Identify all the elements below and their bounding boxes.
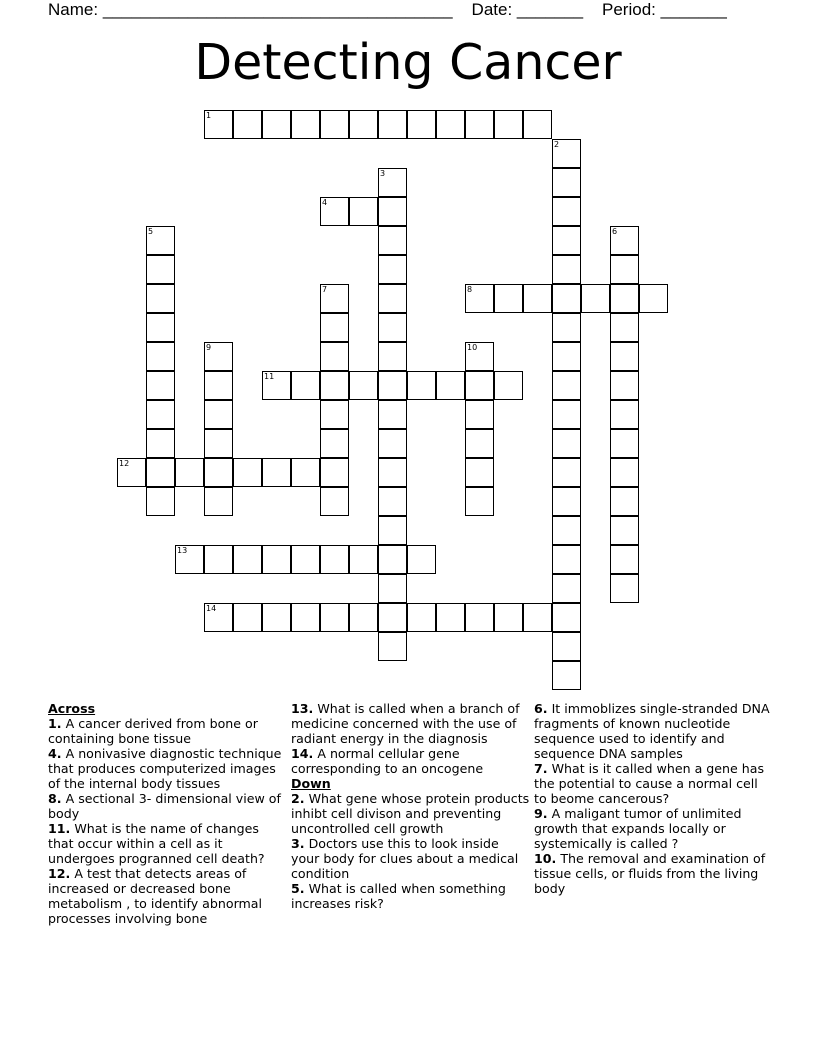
clue-item — [291, 881, 531, 911]
crossword-cell[interactable] — [494, 603, 523, 632]
crossword-cell[interactable] — [610, 255, 639, 284]
crossword-cell[interactable] — [407, 603, 436, 632]
clue-text: Doctors use this to look inside your body for clues about a medical condition — [291, 836, 519, 881]
crossword-cell[interactable] — [233, 545, 262, 574]
crossword-cell[interactable] — [552, 197, 581, 226]
student-info-header — [48, 0, 727, 20]
crossword-cell[interactable] — [378, 487, 407, 516]
clues-column-3 — [534, 701, 774, 896]
clue-number: 5 — [148, 227, 154, 236]
crossword-cell[interactable] — [552, 255, 581, 284]
crossword-cell[interactable] — [378, 458, 407, 487]
crossword-cell[interactable] — [378, 226, 407, 255]
crossword-cell[interactable] — [320, 110, 349, 139]
crossword-cell[interactable] — [378, 400, 407, 429]
crossword-cell[interactable] — [465, 603, 494, 632]
crossword-cell[interactable] — [378, 429, 407, 458]
crossword-cell[interactable] — [349, 545, 378, 574]
crossword-cell[interactable] — [204, 371, 233, 400]
clue-text: A nonivasive diagnostic technique that produces computerized images of the internal body tissues — [48, 746, 282, 791]
clue-number: 4 — [322, 198, 328, 207]
clues-column-1 — [48, 701, 288, 926]
clue-item — [534, 761, 774, 806]
clue-number: 9. — [534, 806, 548, 821]
period-field[interactable]: _______ — [660, 0, 727, 19]
clue-text: The removal and examination of tissue cells, or fluids from the living body — [534, 851, 766, 896]
clue-number: 14 — [206, 604, 217, 613]
crossword-cell[interactable] — [320, 429, 349, 458]
name-label: Name: — [48, 0, 99, 19]
crossword-cell[interactable] — [349, 197, 378, 226]
crossword-cell[interactable] — [175, 545, 204, 574]
crossword-cell[interactable] — [465, 342, 494, 371]
crossword-cell[interactable] — [146, 342, 175, 371]
clue-text: A maligant tumor of unlimited growth that expands locally or systemically is called ? — [534, 806, 742, 851]
date-field[interactable]: _______ — [516, 0, 584, 19]
clue-number: 7. — [534, 761, 548, 776]
crossword-cell[interactable] — [378, 284, 407, 313]
crossword-cell[interactable] — [552, 661, 581, 690]
clues-column-2 — [291, 701, 531, 911]
clue-number: 3. — [291, 836, 305, 851]
clue-number: 11 — [264, 372, 275, 381]
crossword-cell[interactable] — [465, 400, 494, 429]
crossword-cell[interactable] — [552, 603, 581, 632]
crossword-cell[interactable] — [378, 255, 407, 284]
crossword-cell[interactable] — [610, 487, 639, 516]
clue-item — [534, 806, 774, 851]
crossword-cell[interactable] — [552, 632, 581, 661]
crossword-cell[interactable] — [349, 603, 378, 632]
crossword-cell[interactable] — [320, 545, 349, 574]
crossword-cell[interactable] — [204, 487, 233, 516]
crossword-cell[interactable] — [378, 603, 407, 632]
crossword-cell[interactable] — [262, 458, 291, 487]
clue-text: A normal cellular gene corresponding to an oncogene — [291, 746, 484, 776]
crossword-cell[interactable] — [146, 255, 175, 284]
crossword-cell[interactable] — [320, 342, 349, 371]
crossword-cell[interactable] — [320, 371, 349, 400]
crossword-cell[interactable] — [320, 487, 349, 516]
clue-item — [534, 851, 774, 896]
crossword-cell[interactable] — [378, 574, 407, 603]
crossword-cell[interactable] — [523, 603, 552, 632]
crossword-cell[interactable] — [552, 487, 581, 516]
clue-item — [48, 791, 288, 821]
clue-item — [534, 701, 774, 761]
crossword-cell[interactable] — [407, 371, 436, 400]
clue-item — [48, 746, 288, 791]
clue-text: What gene whose protein products inhibt cell divison and preventing uncontrolled cell growth — [291, 791, 530, 836]
clue-number: 2 — [554, 140, 560, 149]
crossword-cell[interactable] — [146, 226, 175, 255]
clue-item — [291, 836, 531, 881]
crossword-cell[interactable] — [523, 110, 552, 139]
crossword-cell[interactable] — [552, 284, 581, 313]
crossword-cell[interactable] — [610, 371, 639, 400]
crossword-cell[interactable] — [378, 168, 407, 197]
crossword-cell[interactable] — [552, 400, 581, 429]
crossword-cell[interactable] — [465, 371, 494, 400]
clue-number: 12 — [119, 459, 130, 468]
crossword-cell[interactable] — [146, 371, 175, 400]
clue-item — [48, 716, 288, 746]
name-field[interactable]: _____________________________________ — [102, 0, 453, 19]
crossword-cell[interactable] — [610, 226, 639, 255]
crossword-cell[interactable] — [436, 603, 465, 632]
crossword-cell[interactable] — [320, 197, 349, 226]
crossword-cell[interactable] — [291, 371, 320, 400]
crossword-cell[interactable] — [552, 313, 581, 342]
crossword-cell[interactable] — [610, 545, 639, 574]
crossword-cell[interactable] — [204, 603, 233, 632]
crossword-cell[interactable] — [552, 139, 581, 168]
crossword-cell[interactable] — [378, 545, 407, 574]
crossword-cell[interactable] — [378, 371, 407, 400]
crossword-cell[interactable] — [610, 400, 639, 429]
crossword-cell[interactable] — [610, 284, 639, 313]
crossword-cell[interactable] — [349, 110, 378, 139]
crossword-cell[interactable] — [233, 458, 262, 487]
clue-number: 1. — [48, 716, 62, 731]
clue-number: 1 — [206, 111, 212, 120]
crossword-cell[interactable] — [349, 371, 378, 400]
crossword-cell[interactable] — [465, 458, 494, 487]
clue-item — [48, 866, 288, 926]
crossword-cell[interactable] — [204, 545, 233, 574]
crossword-cell[interactable] — [262, 545, 291, 574]
crossword-cell[interactable] — [175, 458, 204, 487]
crossword-cell[interactable] — [523, 284, 552, 313]
crossword-cell[interactable] — [610, 342, 639, 371]
crossword-cell[interactable] — [552, 429, 581, 458]
clue-number: 3 — [380, 169, 386, 178]
crossword-cell[interactable] — [262, 110, 291, 139]
clue-number: 4. — [48, 746, 62, 761]
date-label: Date: — [471, 0, 513, 19]
crossword-cell[interactable] — [494, 371, 523, 400]
page-title: Detecting Cancer — [194, 34, 622, 91]
crossword-cell[interactable] — [378, 313, 407, 342]
clue-number: 8. — [48, 791, 62, 806]
clue-number: 11. — [48, 821, 71, 836]
crossword-cell[interactable] — [378, 516, 407, 545]
clue-number: 10. — [534, 851, 557, 866]
crossword-cell[interactable] — [639, 284, 668, 313]
crossword-cell[interactable] — [552, 342, 581, 371]
crossword-cell[interactable] — [291, 603, 320, 632]
crossword-cell[interactable] — [262, 603, 291, 632]
crossword-cell[interactable] — [581, 284, 610, 313]
clue-number: 6 — [612, 227, 618, 236]
crossword-cell[interactable] — [465, 487, 494, 516]
clue-number: 12. — [48, 866, 71, 881]
clue-item — [48, 821, 288, 866]
crossword-cell[interactable] — [465, 429, 494, 458]
crossword-cell[interactable] — [146, 400, 175, 429]
crossword-cell[interactable] — [117, 458, 146, 487]
crossword-cell[interactable] — [610, 429, 639, 458]
crossword-cell[interactable] — [552, 371, 581, 400]
crossword-cell[interactable] — [146, 313, 175, 342]
crossword-cell[interactable] — [552, 516, 581, 545]
crossword-cell[interactable] — [320, 313, 349, 342]
crossword-cell[interactable] — [146, 284, 175, 313]
crossword-cell[interactable] — [436, 110, 465, 139]
across-heading: Across — [48, 701, 96, 716]
crossword-cell[interactable] — [204, 429, 233, 458]
clue-text: What is called when something increases risk? — [291, 881, 506, 911]
crossword-cell[interactable] — [610, 516, 639, 545]
crossword-cell[interactable] — [552, 545, 581, 574]
period-label: Period: — [602, 0, 656, 19]
clue-text: A sectional 3- dimensional view of body — [48, 791, 281, 821]
crossword-cell[interactable] — [378, 197, 407, 226]
crossword-cell[interactable] — [378, 632, 407, 661]
crossword-cell[interactable] — [291, 545, 320, 574]
clue-text: What is called when a branch of medicine concerned with the use of radiant energy in the diagnosis — [291, 701, 520, 746]
clue-number: 8 — [467, 285, 473, 294]
crossword-cell[interactable] — [291, 458, 320, 487]
clue-number: 14. — [291, 746, 314, 761]
crossword-cell[interactable] — [320, 603, 349, 632]
crossword-cell[interactable] — [291, 110, 320, 139]
crossword-cell[interactable] — [320, 458, 349, 487]
clue-text: What is the name of changes that occur within a cell as it undergoes progranned cell death? — [48, 821, 265, 866]
clue-item — [291, 701, 531, 746]
clue-number: 13 — [177, 546, 188, 555]
clue-number: 9 — [206, 343, 212, 352]
crossword-cell[interactable] — [552, 168, 581, 197]
crossword-cell[interactable] — [407, 110, 436, 139]
crossword-cell[interactable] — [233, 110, 262, 139]
crossword-cell[interactable] — [552, 226, 581, 255]
crossword-cell[interactable] — [552, 458, 581, 487]
crossword-cell[interactable] — [465, 110, 494, 139]
crossword-cell[interactable] — [378, 342, 407, 371]
crossword-cell[interactable] — [378, 110, 407, 139]
clue-text: A cancer derived from bone or containing bone tissue — [48, 716, 258, 746]
clue-number: 7 — [322, 285, 328, 294]
crossword-cell[interactable] — [204, 400, 233, 429]
clue-text: A test that detects areas of increased or decreased bone metabolism , to identify abnormal processes involving bone — [48, 866, 263, 926]
crossword-cell[interactable] — [204, 342, 233, 371]
crossword-cell[interactable] — [320, 400, 349, 429]
crossword-cell[interactable] — [465, 284, 494, 313]
crossword-cell[interactable] — [494, 110, 523, 139]
crossword-cell[interactable] — [610, 574, 639, 603]
clue-number: 10 — [467, 343, 478, 352]
clue-text: What is it called when a gene has the potential to cause a normal cell to beome cancerous? — [534, 761, 765, 806]
clue-item — [291, 791, 531, 836]
crossword-cell[interactable] — [610, 458, 639, 487]
clue-item — [291, 746, 531, 776]
crossword-cell[interactable] — [146, 458, 175, 487]
crossword-cell[interactable] — [494, 284, 523, 313]
crossword-cell[interactable] — [436, 371, 465, 400]
crossword-cell[interactable] — [262, 371, 291, 400]
crossword-cell[interactable] — [204, 110, 233, 139]
crossword-cell[interactable] — [552, 574, 581, 603]
clue-number: 13. — [291, 701, 314, 716]
crossword-cell[interactable] — [204, 458, 233, 487]
crossword-cell[interactable] — [146, 429, 175, 458]
down-heading: Down — [291, 776, 331, 791]
clue-text: It immoblizes single-stranded DNA fragments of known nucleotide sequence used to identify and sequence DNA samples — [534, 701, 770, 761]
clue-number: 2. — [291, 791, 305, 806]
crossword-cell[interactable] — [146, 487, 175, 516]
clue-number: 5. — [291, 881, 305, 896]
crossword-cell[interactable] — [407, 545, 436, 574]
crossword-cell[interactable] — [233, 603, 262, 632]
crossword-cell[interactable] — [320, 284, 349, 313]
clue-number: 6. — [534, 701, 548, 716]
crossword-cell[interactable] — [610, 313, 639, 342]
